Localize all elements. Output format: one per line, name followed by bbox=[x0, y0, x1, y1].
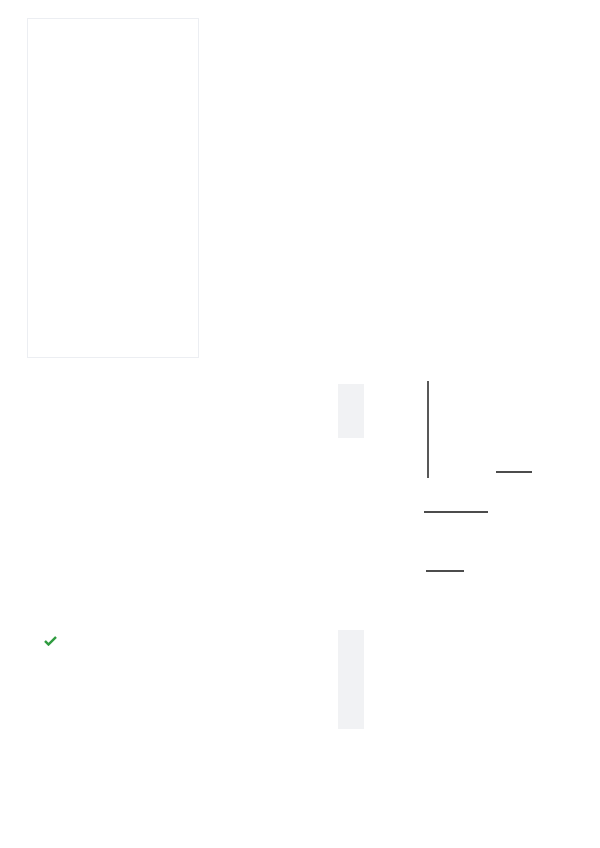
scatter-chart bbox=[72, 438, 364, 630]
chart-container bbox=[72, 438, 364, 630]
panel-title bbox=[28, 19, 198, 33]
correct-check-icon bbox=[44, 636, 57, 646]
handwritten-notes bbox=[360, 375, 595, 625]
question-nav-panel bbox=[27, 18, 199, 358]
